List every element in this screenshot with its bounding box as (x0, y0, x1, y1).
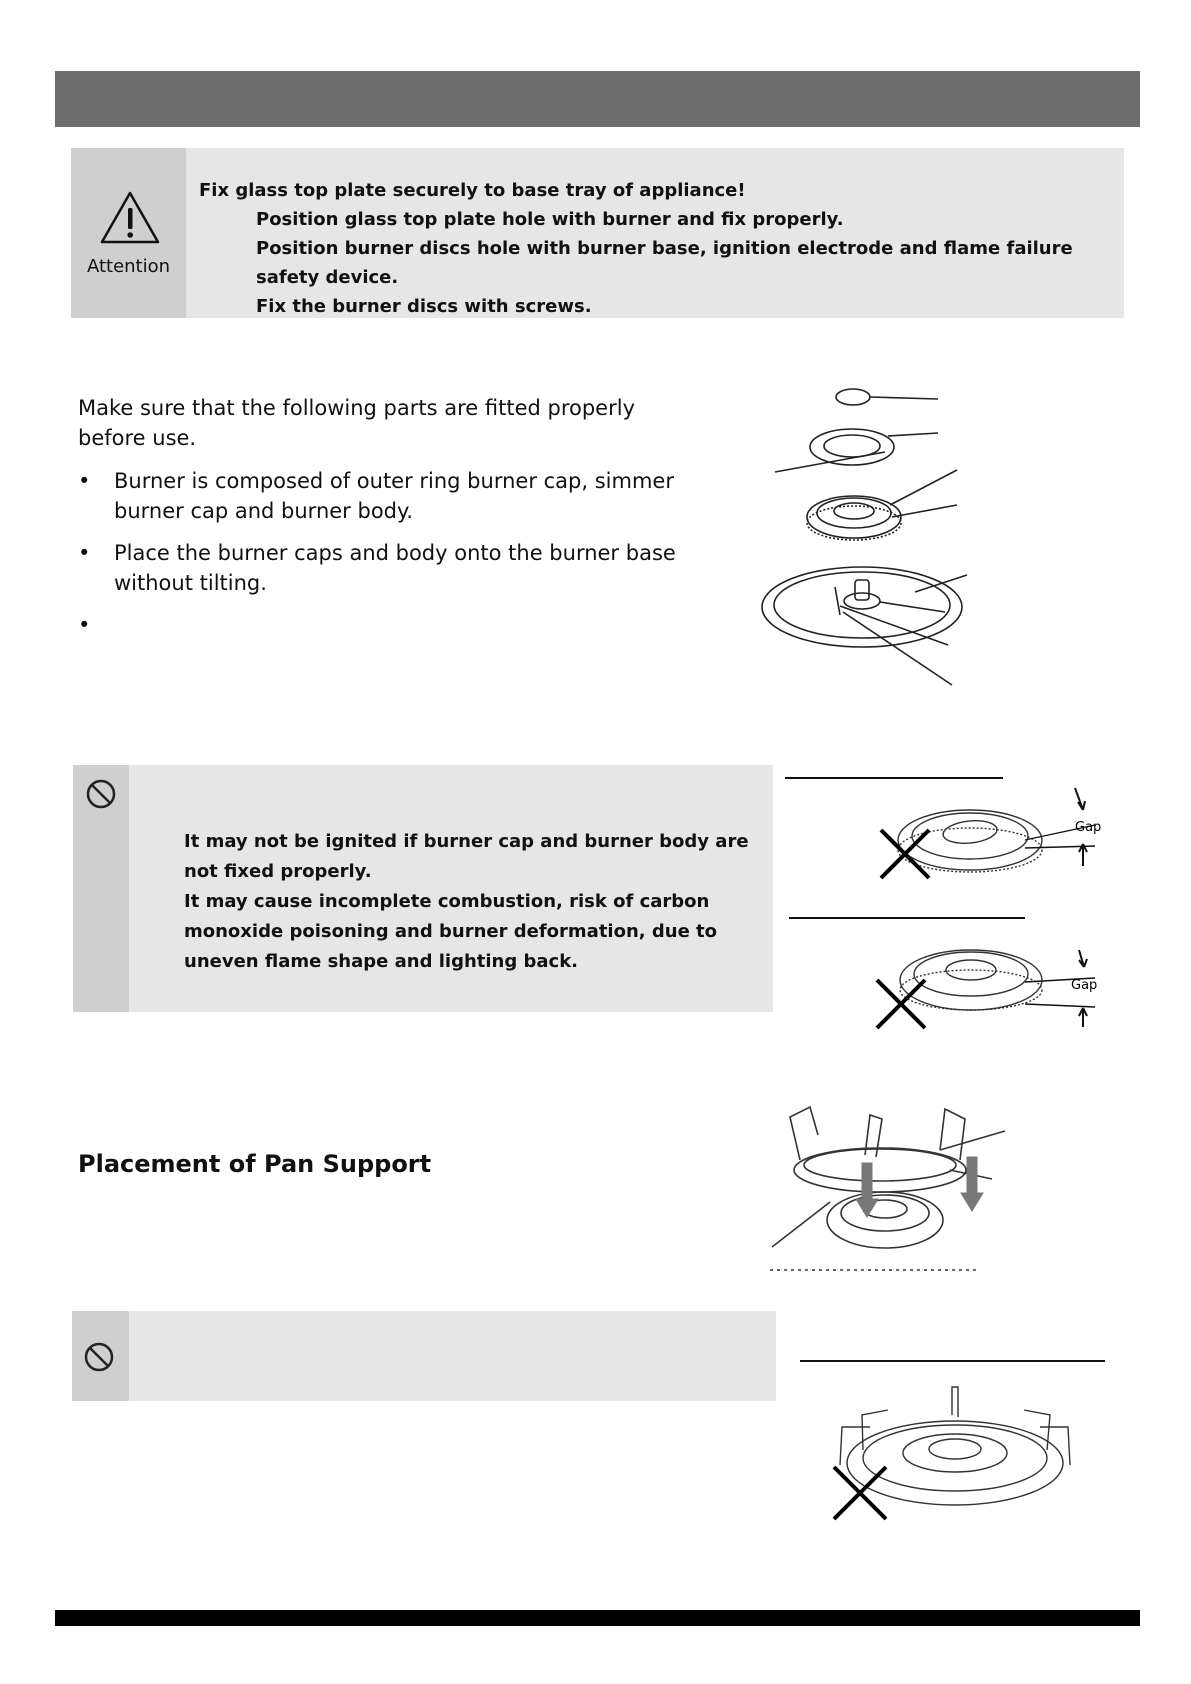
assembly-bullets: • Burner is composed of outer ring burner cap, simmer burner cap and burner body. • Place the burner caps and body onto the burner base without tilting. • (78, 466, 678, 610)
caps-warning-text (184, 827, 759, 977)
header-bar (55, 71, 1140, 127)
attention-headline: Fix glass top plate securely to base tray of appliance! (199, 180, 746, 201)
caps-warning-line-2: It may cause incomplete combustion, risk of carbon monoxide poisoning and burner deformation, due to uneven flame shape and lighting back. (184, 891, 718, 972)
incorrect-cap-figure-2 (789, 912, 1119, 1037)
warning-triangle-icon (99, 190, 161, 246)
burner-exploded-diagram (770, 380, 990, 700)
pan-support-diagram (770, 1095, 1020, 1275)
prohibited-circle-icon (86, 779, 116, 809)
incorrect-pan-support-figure (800, 1355, 1110, 1525)
attention-box (71, 148, 1124, 318)
attention-sidebar (71, 148, 186, 318)
attention-label: Attention (86, 256, 171, 277)
gap-label-2: Gap (1071, 978, 1098, 993)
attention-step-2: Position burner discs hole with burner base, ignition electrode and flame failure safety device. (256, 238, 1073, 288)
attention-text (199, 176, 1124, 321)
prohibited-circle-icon (84, 1342, 114, 1372)
attention-step-3: Fix the burner discs with screws. (256, 296, 592, 317)
pan-support-warning-box (72, 1311, 776, 1401)
gap-label-1: Gap (1075, 820, 1102, 835)
caps-warning-box (73, 765, 773, 1012)
caps-warning-line-1: It may not be ignited if burner cap and burner body are not fixed properly. (184, 831, 749, 882)
caps-warning-sidebar (73, 765, 129, 1012)
bullet-item: • Burner is composed of outer ring burner cap, simmer burner cap and burner body. (78, 469, 674, 523)
incorrect-cap-figure-1 (785, 770, 1115, 900)
pan-support-warning-sidebar (72, 1311, 129, 1401)
attention-step-1: Position glass top plate hole with burner and fix properly. (256, 209, 844, 230)
pan-support-title: Placement of Pan Support (78, 1150, 432, 1178)
footer-bar (55, 1610, 1140, 1626)
bullet-item: • Place the burner caps and body onto the burner base without tilting. (78, 541, 676, 595)
assembly-intro: Make sure that the following parts are fitted properly before use. (78, 396, 635, 450)
